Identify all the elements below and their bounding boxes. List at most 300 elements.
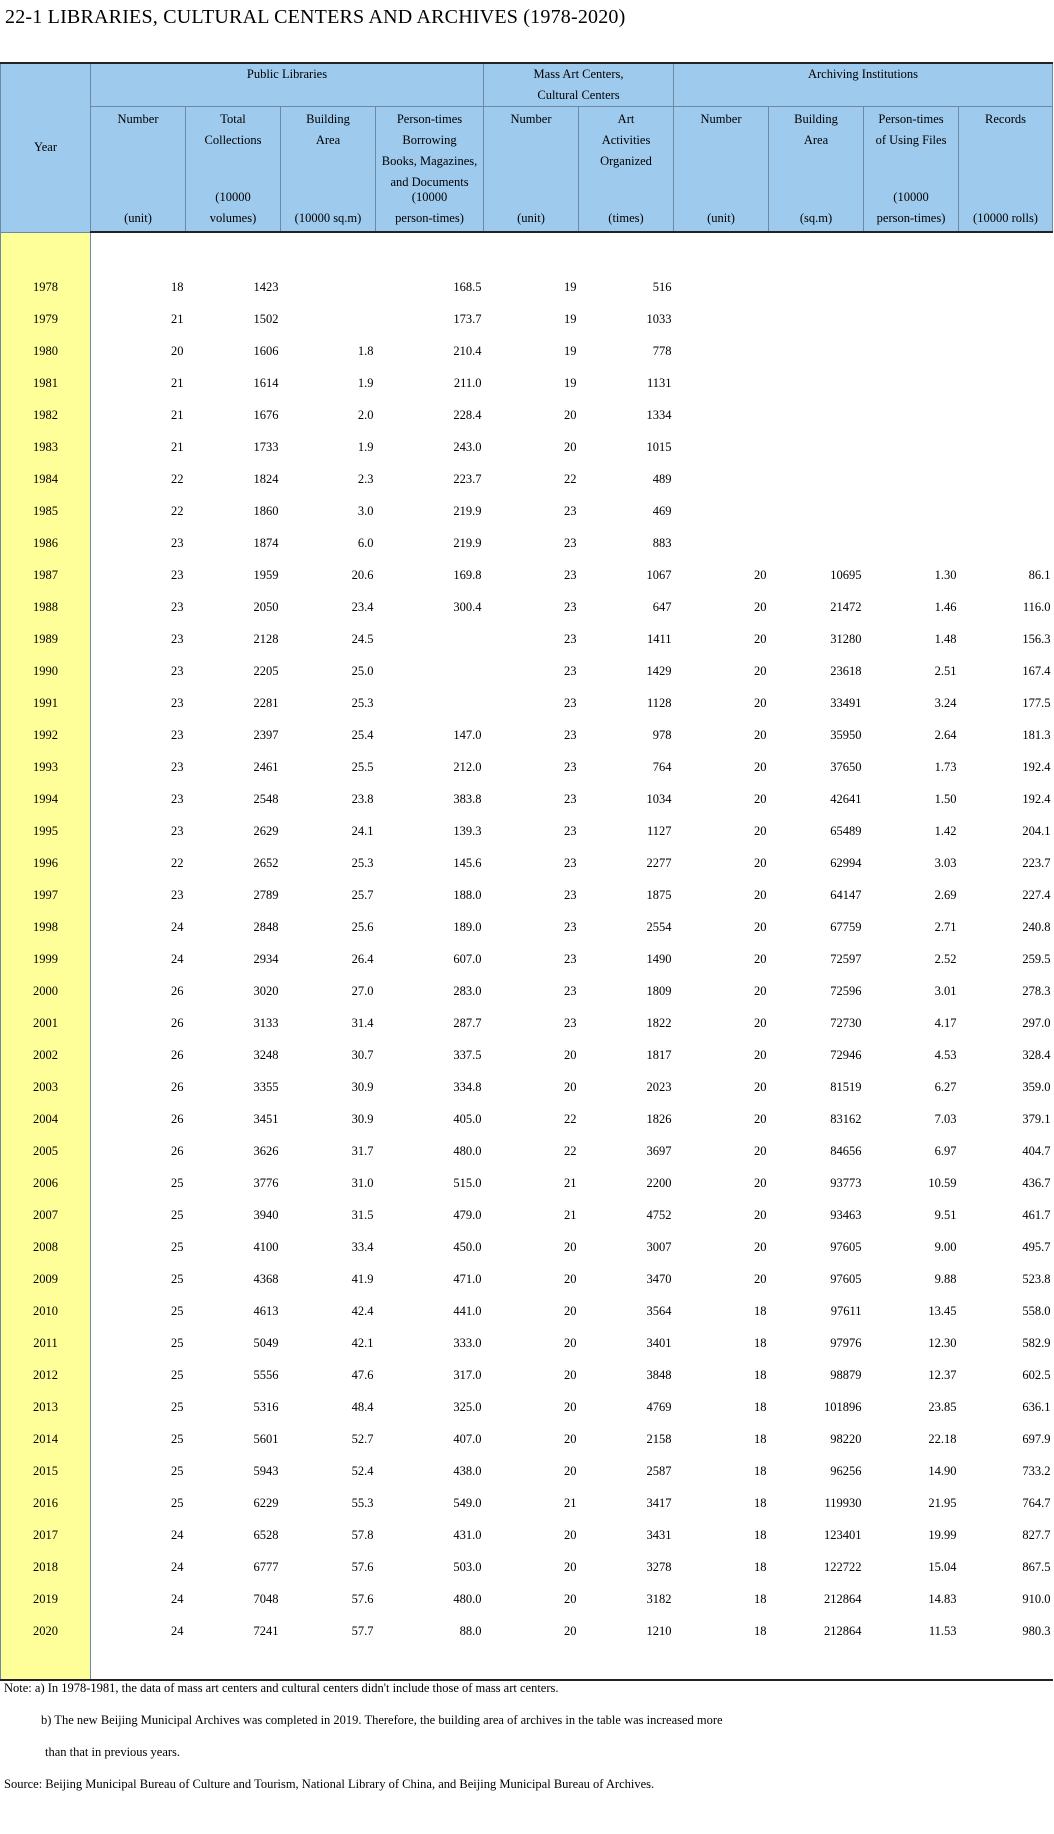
column-header-label-line: Building [306,112,350,126]
table-cell: 24.1 [351,823,374,838]
table-cell: 20 [754,855,767,870]
spacer-row [1,232,1053,271]
table-cell: 3697 [646,1143,672,1158]
table-cell: 116.0 [1022,599,1051,614]
table-cell: 23 [564,567,577,582]
table-cell: 20 [754,823,767,838]
table-cell: 23 [564,599,577,614]
table-row [1,1487,1053,1519]
table-cell: 25 [171,1175,184,1190]
table-cell: 123401 [824,1527,862,1542]
year-column-header: Year [1,63,91,232]
table-cell: 2397 [253,727,279,742]
table-cell: 23 [564,855,577,870]
table-cell: 2128 [253,631,279,646]
table-cell: 4100 [253,1239,279,1254]
table-cell: 23 [171,599,184,614]
table-cell: 3431 [646,1527,672,1542]
table-cell: 283.0 [453,983,482,998]
table-cell: 5556 [253,1367,279,1382]
group-header-mass-art-centers [484,63,674,107]
column-header-label-line: Person-times [396,112,463,126]
table-cell: 558.0 [1022,1303,1051,1318]
table-cell: 18 [754,1367,767,1382]
column-header-label [959,107,1052,172]
table-cell: 450.0 [453,1239,482,1254]
table-cell: 495.7 [1022,1239,1051,1254]
table-cell: 52.4 [351,1463,374,1478]
column-header-label [864,107,958,172]
table-row [1,1231,1053,1263]
table-cell: 1502 [253,311,279,326]
table-cell: 3133 [253,1015,279,1030]
column-header-label-line [674,151,768,172]
column-unit [281,208,375,229]
table-cell: 1411 [646,631,672,646]
table-row [1,1039,1053,1071]
table-cell: 3.24 [934,695,957,710]
table-cell: 72946 [830,1047,862,1062]
table-cell: 83162 [830,1111,862,1126]
table-cell: 23 [171,759,184,774]
table-cell: 778 [652,343,672,358]
year-cell: 2018 [1,1551,91,1583]
column-header-label-line: Organized [600,154,652,168]
table-cell [959,303,1053,335]
table-cell [769,527,864,559]
table-cell [864,232,959,271]
table-cell: 20 [564,1239,577,1254]
table-cell: 25.4 [351,727,374,742]
year-cell: 1980 [1,335,91,367]
table-cell: 6777 [253,1559,279,1574]
table-row [1,335,1053,367]
column-header-label-line: of Using Files [875,133,947,147]
table-cell: 72730 [830,1015,862,1030]
table-cell: 3848 [646,1367,672,1382]
table-cell: 64147 [830,887,862,902]
table-cell: 20 [754,759,767,774]
column-header-label-line: Books, Magazines, [381,154,478,168]
table-cell: 297.0 [1022,1015,1051,1030]
table-cell: 23 [564,663,577,678]
year-cell: 1988 [1,591,91,623]
table-cell: 1067 [646,567,672,582]
table-cell [864,367,959,399]
note-b-line1: b) The new Beijing Municipal Archives was completed in 2019. Therefore, the building area of archives in the table was increased more [41,1713,723,1727]
table-cell: 145.6 [453,855,482,870]
table-cell: 1127 [646,823,672,838]
table-cell: 25.3 [351,695,374,710]
table-cell: 192.4 [1022,759,1051,774]
table-cell: 93463 [830,1207,862,1222]
table-cell: 55.3 [351,1495,374,1510]
year-cell: 2017 [1,1519,91,1551]
table-cell: 383.8 [453,791,482,806]
table-cell: 1.50 [934,791,957,806]
table-cell: 2277 [646,855,672,870]
table-cell: 2554 [646,919,672,934]
table-cell: 827.7 [1022,1527,1051,1542]
table-cell: 20 [564,1431,577,1446]
table-cell [864,527,959,559]
table-cell: 21 [564,1175,577,1190]
table-cell: 20.6 [351,567,374,582]
table-cell: 25.0 [351,663,374,678]
table-cell: 210.4 [453,343,482,358]
table-cell: 30.9 [351,1079,374,1094]
column-header-7 [674,107,769,233]
table-cell: 147.0 [453,727,482,742]
table-cell: 480.0 [453,1143,482,1158]
table-cell: 2.64 [934,727,957,742]
table-cell: 227.4 [1022,887,1051,902]
year-cell: 1982 [1,399,91,431]
table-cell: 23 [171,791,184,806]
table-cell: 2548 [253,791,279,806]
table-cell: 23 [564,727,577,742]
table-cell: 636.1 [1022,1399,1051,1414]
table-cell: 461.7 [1022,1207,1051,1222]
table-cell: 23 [564,1015,577,1030]
year-cell: 2009 [1,1263,91,1295]
table-cell: 212.0 [453,759,482,774]
table-cell: 19 [564,311,577,326]
column-unit-line: person-times) [395,211,464,225]
table-cell: 22 [564,1143,577,1158]
group-header-mass-art-line1: Mass Art Centers, [533,67,624,81]
column-header-label-line: Number [700,112,742,126]
table-cell: 20 [564,1079,577,1094]
table-cell: 1822 [646,1015,672,1030]
table-cell: 98220 [830,1431,862,1446]
table-row [1,559,1053,591]
table-cell: 11.53 [928,1623,957,1638]
table-row [1,623,1053,655]
column-header-label-line [484,151,578,172]
table-cell: 1874 [253,535,279,550]
table-cell: 223.7 [1022,855,1051,870]
table-cell: 18 [754,1399,767,1414]
statistics-table [0,62,1053,1681]
column-header-label-line [91,130,185,151]
year-cell: 1999 [1,943,91,975]
table-cell: 6.97 [934,1143,957,1158]
table-row [1,655,1053,687]
column-unit [186,187,280,229]
table-cell: 259.5 [1022,951,1051,966]
year-cell: 1978 [1,271,91,303]
column-header-label-line [959,130,1052,151]
table-cell: 515.0 [453,1175,482,1190]
column-unit [484,208,578,229]
table-row [1,1007,1053,1039]
column-header-label-line [484,130,578,151]
column-header-6 [579,107,674,233]
year-cell: 2019 [1,1583,91,1615]
column-header-8 [769,107,864,233]
column-unit-line: person-times) [876,211,946,225]
table-cell: 337.5 [453,1047,482,1062]
table-cell: 20 [564,439,577,454]
table-cell: 1.9 [357,439,374,454]
table-cell: 212864 [824,1591,862,1606]
column-header-label [769,107,863,172]
year-cell: 2002 [1,1039,91,1071]
table-cell: 4.17 [934,1015,957,1030]
year-cell: 2001 [1,1007,91,1039]
table-cell: 359.0 [1022,1079,1051,1094]
table-cell: 57.7 [351,1623,374,1638]
table-cell: 3564 [646,1303,672,1318]
column-header-label [281,107,375,172]
table-cell: 20 [754,1207,767,1222]
table-cell: 35950 [830,727,862,742]
table-cell [769,271,864,303]
year-cell: 1998 [1,911,91,943]
table-cell: 18 [754,1527,767,1542]
table-cell: 19 [564,279,577,294]
table-row [1,879,1053,911]
table-cell: 697.9 [1022,1431,1051,1446]
table-cell: 37650 [830,759,862,774]
table-cell: 1860 [253,503,279,518]
column-header-label-line: Borrowing [402,133,457,147]
table-cell: 20 [754,599,767,614]
table-row [1,591,1053,623]
table-cell: 21 [171,375,184,390]
table-row [1,1263,1053,1295]
table-cell: 19 [564,343,577,358]
table-cell: 22 [564,1111,577,1126]
table-row [1,431,1053,463]
table-cell: 2158 [646,1431,672,1446]
table-cell: 4613 [253,1303,279,1318]
table-cell [864,399,959,431]
table-cell: 23 [171,727,184,742]
table-cell: 5049 [253,1335,279,1350]
year-cell: 2007 [1,1199,91,1231]
table-cell: 18 [754,1623,767,1638]
table-cell [186,232,281,271]
table-cell [864,335,959,367]
column-header-label-line: Area [803,133,829,147]
column-header-1 [91,107,186,233]
table-cell: 25.5 [351,759,374,774]
table-cell: 20 [564,1303,577,1318]
table-cell: 25 [171,1207,184,1222]
table-cell: 2200 [646,1175,672,1190]
table-cell [484,232,579,271]
year-cell: 1986 [1,527,91,559]
table-cell: 1676 [253,407,279,422]
table-cell: 25 [171,1463,184,1478]
table-cell: 19 [564,375,577,390]
table-cell: 25 [171,1367,184,1382]
year-cell: 2003 [1,1071,91,1103]
table-cell [769,232,864,271]
table-cell: 88.0 [459,1623,482,1638]
note-a: Note: a) In 1978-1981, the data of mass art centers and cultural centers didn't include those of mass art centers. [4,1681,559,1695]
table-cell: 7048 [253,1591,279,1606]
table-cell: 12.37 [928,1367,957,1382]
table-cell: 20 [564,1527,577,1542]
year-cell: 1990 [1,655,91,687]
table-cell: 20 [171,343,184,358]
table-cell: 25.6 [351,919,374,934]
table-cell: 441.0 [453,1303,482,1318]
column-header-label [484,107,578,172]
table-cell: 20 [754,983,767,998]
page-title: 22-1 LIBRARIES, CULTURAL CENTERS AND ARCHIVES (1978-2020) [5,6,626,28]
table-cell: 23 [171,823,184,838]
table-cell: 24.5 [351,631,374,646]
table-cell [674,367,769,399]
table-cell [674,303,769,335]
table-cell: 489 [652,471,672,486]
group-header-archiving-institutions: Archiving Institutions [674,63,1053,107]
table-cell: 26 [171,1015,184,1030]
table-cell: 317.0 [453,1367,482,1382]
table-cell: 139.3 [453,823,482,838]
table-cell: 3355 [253,1079,279,1094]
table-cell: 438.0 [453,1463,482,1478]
table-cell: 23 [171,887,184,902]
table-cell: 24 [171,1591,184,1606]
table-cell: 219.9 [453,503,482,518]
table-cell: 20 [754,791,767,806]
column-unit-line: (sq.m) [799,211,833,225]
table-cell: 1.46 [934,599,957,614]
column-unit-line: (10000 [215,190,251,204]
table-cell: 57.6 [351,1591,374,1606]
table-cell: 602.5 [1022,1367,1051,1382]
table-cell: 18 [754,1335,767,1350]
table-cell [376,623,484,655]
table-cell: 325.0 [453,1399,482,1414]
table-cell: 14.83 [928,1591,957,1606]
table-cell: 72597 [830,951,862,966]
table-cell: 379.1 [1022,1111,1051,1126]
column-unit-line: (10000 rolls) [973,211,1038,225]
table-cell: 1824 [253,471,279,486]
table-cell: 97976 [830,1335,862,1350]
table-cell: 2050 [253,599,279,614]
table-cell: 20 [754,567,767,582]
table-cell: 167.4 [1022,663,1051,678]
table-cell: 26 [171,983,184,998]
table-cell [674,271,769,303]
table-cell: 20 [754,695,767,710]
table-cell: 18 [754,1559,767,1574]
table-cell: 27.0 [351,983,374,998]
table-row [1,1519,1053,1551]
table-cell: 24 [171,1559,184,1574]
table-cell: 3.03 [934,855,957,870]
table-cell: 328.4 [1022,1047,1051,1062]
year-cell [1,232,91,271]
table-body [1,232,1053,1680]
table-cell: 647 [652,599,672,614]
column-unit [376,187,483,229]
table-cell: 20 [754,727,767,742]
table-cell: 23 [564,887,577,902]
table-cell: 4769 [646,1399,672,1414]
table-cell: 21 [171,407,184,422]
table-cell: 469 [652,503,672,518]
table-row [1,1295,1053,1327]
table-cell: 883 [652,535,672,550]
table-cell: 10695 [830,567,862,582]
table-cell: 1429 [646,663,672,678]
table-cell [959,367,1053,399]
table-cell: 2.3 [357,471,374,486]
table-cell: 1.9 [357,375,374,390]
table-cell: 42.4 [351,1303,374,1318]
table-cell: 20 [754,631,767,646]
table-cell: 1875 [646,887,672,902]
table-cell: 189.0 [453,919,482,934]
table-cell: 480.0 [453,1591,482,1606]
table-cell: 23 [564,983,577,998]
table-cell: 23.85 [928,1399,957,1414]
table-row [1,911,1053,943]
table-cell: 14.90 [928,1463,957,1478]
table-cell [376,655,484,687]
table-cell [959,527,1053,559]
table-cell: 65489 [830,823,862,838]
table-cell: 20 [754,919,767,934]
table-cell: 20 [564,1399,577,1414]
year-cell: 2015 [1,1455,91,1487]
column-unit-line: (unit) [517,211,545,225]
year-cell: 1983 [1,431,91,463]
table-cell: 22 [171,855,184,870]
table-cell: 6229 [253,1495,279,1510]
table-cell: 523.8 [1022,1271,1051,1286]
column-unit [579,208,673,229]
column-unit-line: (unit) [707,211,735,225]
table-cell: 3626 [253,1143,279,1158]
table-cell: 181.3 [1022,727,1051,742]
year-cell: 1991 [1,687,91,719]
table-cell: 2587 [646,1463,672,1478]
year-cell: 2012 [1,1359,91,1391]
table-cell [674,495,769,527]
table-cell: 30.9 [351,1111,374,1126]
table-cell: 23 [171,695,184,710]
table-row [1,1103,1053,1135]
table-cell: 24 [171,1527,184,1542]
table-cell [959,431,1053,463]
table-cell: 1959 [253,567,279,582]
table-row [1,975,1053,1007]
table-cell: 25 [171,1431,184,1446]
table-cell: 23618 [830,663,862,678]
table-cell: 18 [754,1303,767,1318]
table-cell: 23 [564,631,577,646]
column-header-label-line [281,151,375,172]
table-row [1,463,1053,495]
table-cell: 333.0 [453,1335,482,1350]
table-cell: 23 [564,503,577,518]
table-cell: 404.7 [1022,1143,1051,1158]
table-cell: 122722 [824,1559,862,1574]
column-header-label-line [674,130,768,151]
table-cell: 407.0 [453,1431,482,1446]
table-cell [864,431,959,463]
table-cell [864,271,959,303]
